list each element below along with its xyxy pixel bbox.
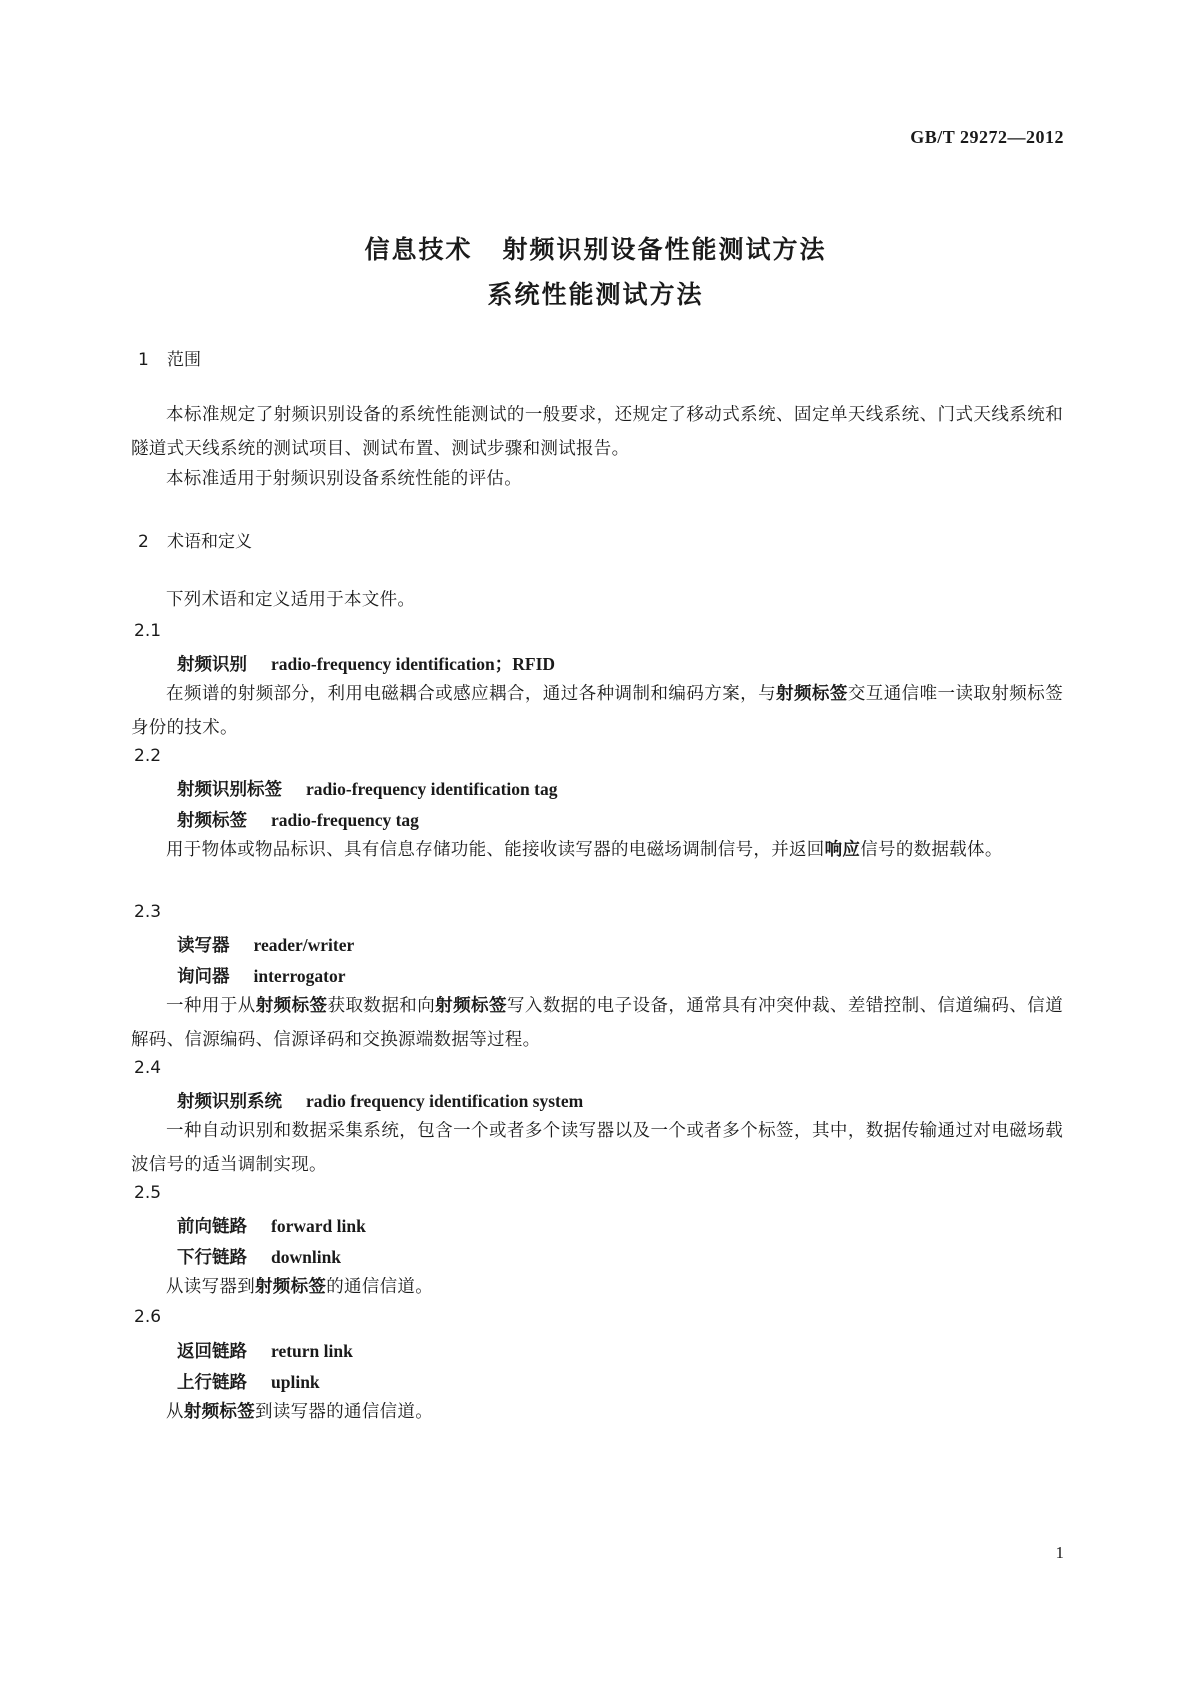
clause-number: 2.5 (134, 1183, 162, 1203)
clause-number: 2.1 (134, 621, 162, 641)
term-definition: 在频谱的射频部分，利用电磁耦合或感应耦合，通过各种调制和编码方案，与射频标签交互通信唯一读取射频标签身份的技术。 (131, 684, 1063, 738)
term-entry (177, 1369, 320, 1394)
term-en: forward link (271, 1216, 366, 1236)
term-entry (177, 1213, 366, 1238)
term-definition: 一种自动识别和数据采集系统，包含一个或者多个读写器以及一个或者多个标签，其中，数据传输通过对电磁场载波信号的适当调制实现。 (131, 1121, 1063, 1175)
term-en: uplink (271, 1372, 320, 1392)
document-title-line1 (0, 230, 1191, 266)
term-en: reader/writer (253, 935, 355, 955)
term-zh: 射频标签 (177, 811, 247, 831)
term-en: radio-frequency identification；RFID (271, 654, 556, 674)
title-part-a: 信息技术 (364, 235, 473, 264)
clause-number: 2.2 (134, 746, 162, 766)
term-entry (177, 651, 555, 676)
term-entry (177, 807, 419, 832)
section-heading-scope (138, 345, 201, 370)
term-en: radio frequency identification system (306, 1091, 584, 1111)
term-zh: 询问器 (177, 967, 230, 987)
section-title: 范围 (167, 350, 201, 370)
term-zh: 前向链路 (177, 1217, 247, 1237)
section-title: 术语和定义 (167, 532, 252, 552)
clause-number: 2.3 (134, 902, 162, 922)
term-definition: 从射频标签到读写器的通信信道。 (166, 1402, 434, 1422)
standard-code: GB/T 29272—2012 (910, 127, 1064, 147)
term-entry (177, 1088, 583, 1113)
term-en: radio-frequency identification tag (306, 779, 558, 799)
section-number: 2 (138, 532, 149, 552)
term-entry (177, 963, 346, 988)
term-entry (177, 932, 354, 957)
section-number: 1 (138, 350, 149, 370)
clause-number: 2.4 (134, 1058, 162, 1078)
term-entry (177, 776, 557, 801)
term-entry (177, 1338, 353, 1363)
scope-paragraph-1: 本标准规定了射频识别设备的系统性能测试的一般要求，还规定了移动式系统、固定单天线系统、门式天线系统和隧道式天线系统的测试项目、测试布置、测试步骤和测试报告。 (131, 405, 1063, 459)
term-entry (177, 1244, 341, 1269)
term-zh: 射频识别系统 (177, 1092, 282, 1112)
term-en: radio-frequency tag (271, 810, 419, 830)
section-heading-terms (138, 527, 252, 552)
term-definition: 从读写器到射频标签的通信信道。 (166, 1277, 434, 1297)
term-zh: 下行链路 (177, 1248, 247, 1268)
scope-paragraph-2: 本标准适用于射频识别设备系统性能的评估。 (166, 469, 522, 489)
term-en: interrogator (253, 966, 346, 986)
term-definition: 用于物体或物品标识、具有信息存储功能、能接收读写器的电磁场调制信号，并返回响应信号的数据载体。 (166, 840, 1003, 860)
term-zh: 上行链路 (177, 1373, 247, 1393)
term-definition: 一种用于从射频标签获取数据和向射频标签写入数据的电子设备，通常具有冲突仲裁、差错控制、信道编码、信道解码、信源编码、信源译码和交换源端数据等过程。 (131, 996, 1064, 1050)
document-title-line2: 系统性能测试方法 (487, 280, 704, 309)
clause-number: 2.6 (134, 1307, 162, 1327)
term-zh: 射频识别 (177, 655, 247, 675)
terms-intro: 下列术语和定义适用于本文件。 (166, 590, 416, 610)
title-part-b: 射频识别设备性能测试方法 (502, 235, 827, 264)
term-en: downlink (271, 1247, 342, 1267)
term-en: return link (271, 1341, 353, 1361)
term-zh: 读写器 (177, 936, 230, 956)
page-number: 1 (1055, 1543, 1064, 1562)
term-zh: 返回链路 (177, 1342, 247, 1362)
term-zh: 射频识别标签 (177, 780, 282, 800)
